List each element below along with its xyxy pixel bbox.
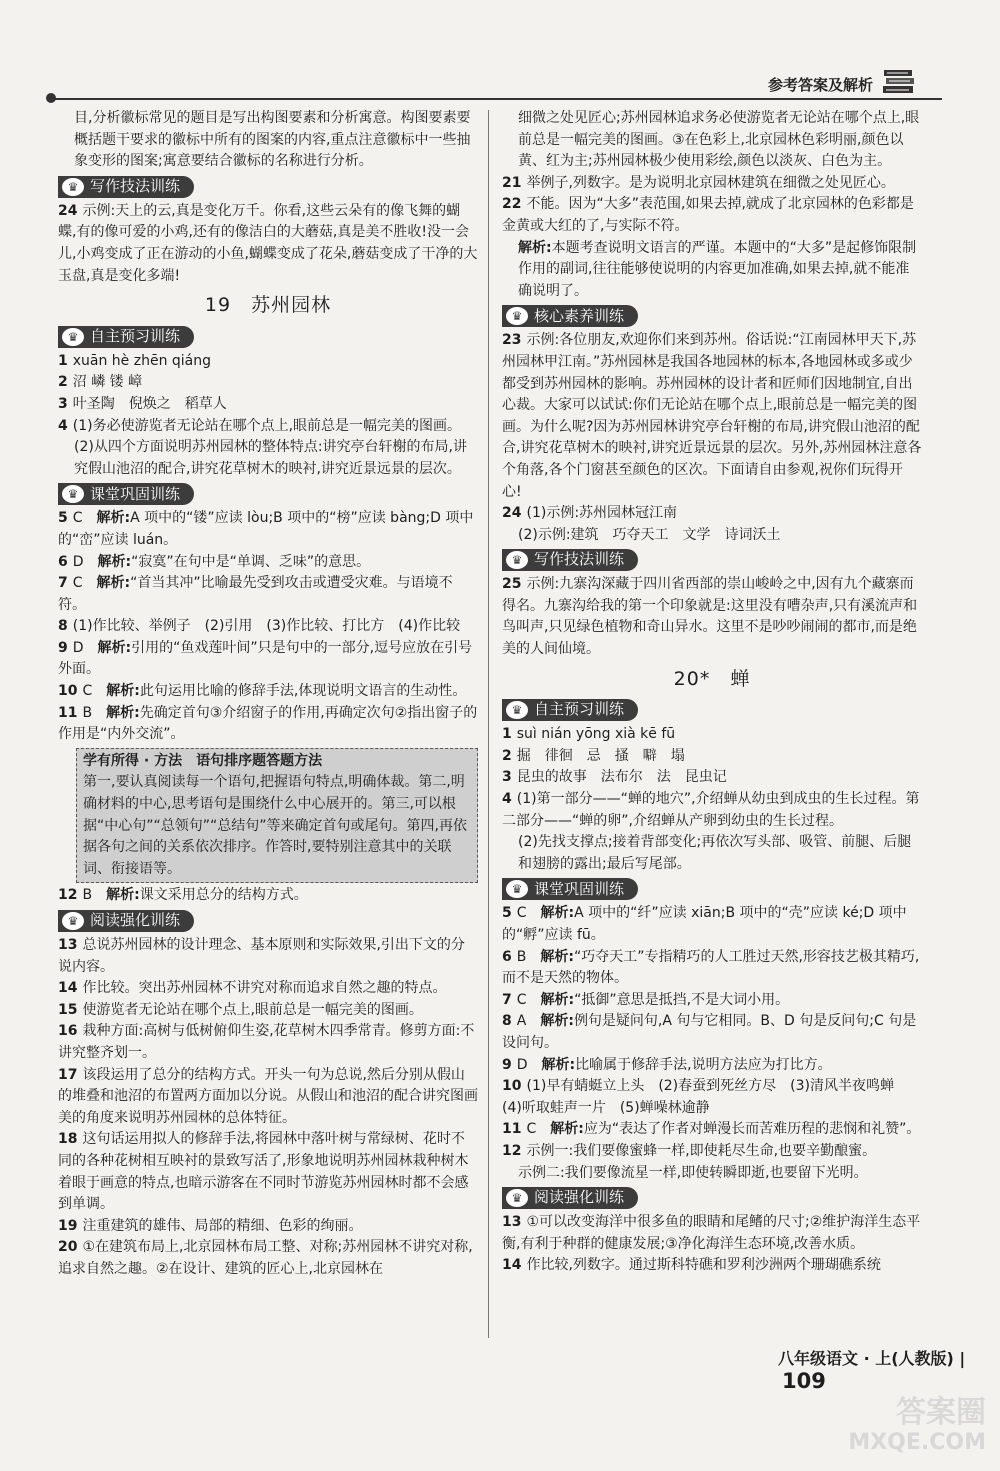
- answer-5: 5 C 解析:A 项中的“镂”应读 lòu;B 项中的“榜”应读 bàng;D 项中的“峦”应读 luán。: [58, 510, 474, 548]
- answer-1: 1 suì nián yōng xià kē fū: [502, 726, 676, 743]
- crown-icon: ♛: [62, 912, 84, 930]
- crown-icon: ♛: [506, 701, 528, 719]
- right-column: [502, 108, 922, 1277]
- watermark-line2: MXQE.COM: [848, 1430, 986, 1455]
- answer-22: 22 不能。因为“大多”表范围,如果去掉,就成了北京园林的色彩都是金黄或大红的了,与实际不符。: [502, 196, 914, 234]
- answer-6: 6 B 解析:“巧夺天工”专指精巧的人工胜过天然,形容技艺极其精巧,而不是天然的物体。: [502, 948, 920, 987]
- answer-9: 9 D 解析:比喻属于修辞手法,说明方法应为打比方。: [502, 1056, 832, 1073]
- section-preview-2: ♛ 自主预习训练: [502, 699, 638, 721]
- header-title: 参考答案及解析: [768, 76, 874, 94]
- answer-17: 17 该段运用了总分的结构方式。开头一句为总说,然后分别从假山的堆叠和池沼的布置两方面加以分说。从假山和池沼的配合讲究图画美的角度来说明苏州园林的总体特征。: [58, 1066, 478, 1126]
- section-preview: ♛ 自主预习训练: [58, 326, 194, 348]
- answer-11: 11 B 解析:先确定首句③介绍窗子的作用,再确定次句②指出窗子的作用是“内外交流”。: [58, 704, 478, 743]
- answer-13: 13 总说苏州园林的设计理念、基本原则和实际效果,引出下文的分说内容。: [58, 937, 465, 975]
- answer-10: 10 (1)早有蜻蜓立上头 (2)春蚕到死丝方尽 (3)清风半夜鸣蝉 (4)听取蛙声一片 (5)蝉噪林逾静: [502, 1078, 908, 1116]
- lesson-title-19: 19 苏州园林: [204, 294, 332, 317]
- answer-20: 20 ①在建筑布局上,北京园林布局工整、对称;苏州园林不讲究对称,追求自然之趣。②在设计、建筑的匠心上,北京园林在: [58, 1239, 473, 1277]
- answer-12: 12 示例一:我们要像蜜蜂一样,即使耗尽生命,也要辛勤酿蜜。: [502, 1142, 877, 1159]
- section-reading-2: ♛ 阅读强化训练: [502, 1187, 638, 1209]
- answer-3: 3 昆虫的故事 法布尔 法 昆虫记: [502, 769, 727, 786]
- watermark-line1: 答案圈: [896, 1395, 986, 1430]
- section-reading: ♛ 阅读强化训练: [58, 910, 194, 932]
- answer-24: 24 (1)示例:苏州园林冠江南: [502, 505, 678, 522]
- answer-24: 24 示例:天上的云,真是变化万千。你看,这些云朵有的像飞舞的蝴蝶,有的像可爱的小鸡,还有的像洁白的大蘑菇,真是美不胜收!没一会儿,小鸡变成了正在游动的小鱼,蝴蝶变成了花朵,蘑菇变成了干净的大玉盘,真是变化多端!: [58, 202, 478, 284]
- crown-icon: ♛: [62, 485, 84, 503]
- crown-icon: ♛: [62, 178, 84, 196]
- section-class-2: ♛ 课堂巩固训练: [502, 878, 638, 900]
- answer-21: 21 举例子,列数字。是为说明北京园林建筑在细微之处见匠心。: [502, 174, 895, 191]
- answer-3: 3 叶圣陶 倪焕之 稻草人: [58, 395, 227, 412]
- answer-16: 16 栽种方面:高树与低树俯仰生姿,花草树木四季常青。修剪方面:不讲究整齐划一。: [58, 1023, 475, 1061]
- answer-9: 9 D 解析:引用的“鱼戏莲叶间”只是句中的一部分,逗号应放在引号外面。: [58, 639, 473, 678]
- answer-12: 12 B 解析:课文采用总分的结构方式。: [58, 887, 308, 904]
- answer-24-part2: (2)示例:建筑 巧夺天工 文学 诗词沃土: [518, 526, 781, 543]
- books-icon: [882, 66, 916, 98]
- answer-1: 1 xuān hè zhēn qiáng: [58, 352, 212, 369]
- answer-7: 7 C 解析:“首当其冲”比喻最先受到攻击或遭受灾难。与语境不符。: [58, 575, 453, 613]
- watermark: [818, 1395, 986, 1458]
- answer-4-part2: (2)先找支撑点;接着背部变化;再依次写头部、吸管、前腿、后腿和翅膀的露出;最后写尾部。: [518, 834, 912, 872]
- answer-12-part2: 示例二:我们要像流星一样,即使转瞬即逝,也要留下光明。: [518, 1164, 868, 1181]
- answer-10: 10 C 解析:此句运用比喻的修辞手法,体现说明文语言的生动性。: [58, 683, 467, 700]
- answer-11: 11 C 解析:应为“表达了作者对蝉漫长而苦难历程的悲悯和礼赞”。: [502, 1121, 921, 1138]
- answer-8: 8 (1)作比较、举例子 (2)引用 (3)作比较、打比方 (4)作比较: [58, 618, 461, 635]
- footer-label: 八年级语文 · 上(人教版): [778, 1349, 954, 1368]
- answer-14: 14 作比较。突出苏州园林不讲究对称而追求自然之趣的特点。: [58, 980, 447, 997]
- crown-icon: ♛: [506, 307, 528, 325]
- answer-6: 6 D 解析:“寂寞”在句中是“单调、乏味”的意思。: [58, 553, 371, 570]
- section-writing: ♛ 写作技法训练: [58, 176, 194, 198]
- intro-text: 目,分析徽标常见的题目是写出构图要素和分析寓意。构图要素要概括题干要求的徽标中所有的图案的内容,重点注意徽标中一些抽象变形的图案;寓意要结合徽标的名称进行分析。: [74, 110, 471, 170]
- answer-19: 19 注重建筑的雄伟、局部的精细、色彩的绚丽。: [58, 1217, 363, 1234]
- answer-23: 23 示例:各位朋友,欢迎你们来到苏州。俗话说:“江南园林甲天下,苏州园林甲江南。”苏州园林是我国各地园林的标本,各地园林或多或少都受到苏州园林的影响。苏州园林的设计者和匠师们因地制宜,自出心裁。大家可以试试:你们无论站在哪个点上,眼前总是一幅完美的图画。为什么呢?因为苏州园林讲究亭台轩榭的布局,讲究假山池沼的配合,讲究花草树木的映衬,讲究近景远景的层次。另外,苏州园林注意各个角落,各个门窗甚至颜色的区次。下面请自由参观,祝你们玩得开心!: [502, 332, 922, 500]
- answer-13: 13 ①可以改变海洋中很多鱼的眼睛和尾鳍的尺寸;②维护海洋生态平衡,有利于种群的健康发展;③净化海洋生态环境,改善水质。: [502, 1214, 921, 1252]
- answer-2: 2 掘 徘徊 忌 搔 噼 塌: [502, 747, 685, 764]
- crown-icon: ♛: [62, 328, 84, 346]
- method-box-body: 第一,要认真阅读每一个语句,把握语句特点,明确体裁。第二,明确材料的中心,思考语句是围绕什么中心展开的。第三,可以根据“中心句”“总领句”“总结句”等来确定首句或尾句。第四,再依据各句之间的关系依次排序。作答时,要特别注意其中的关联词、衔接语等。: [83, 774, 467, 877]
- section-writing-2: ♛ 写作技法训练: [502, 549, 638, 571]
- answer-18: 18 这句话运用拟人的修辞手法,将园林中落叶树与常绿树、花时不同的各种花树相互映衬的景致写活了,形象地说明苏州园林栽种树木着眼于画意的特点,也暗示游客在不同时节游览苏州园林时都不会感到单调。: [58, 1131, 469, 1213]
- answer-14: 14 作比较,列数字。通过斯科特礁和罗利沙洲两个珊瑚礁系统: [502, 1257, 881, 1274]
- page-number: 109: [782, 1369, 826, 1393]
- column-divider: [488, 110, 489, 1338]
- left-column: [58, 108, 478, 1281]
- crown-icon: ♛: [506, 551, 528, 569]
- answer-20-continued: 细微之处见匠心;苏州园林追求务必使游览者无论站在哪个点上,眼前总是一幅完美的图画。③在色彩上,北京园林色彩明丽,颜色以黄、红为主;苏州园林极少使用彩绘,颜色以淡灰、白色为主。: [518, 110, 920, 170]
- section-core: ♛ 核心素养训练: [502, 305, 638, 327]
- answer-2: 2 沼 嶙 镂 嶂: [58, 374, 143, 391]
- answer-22-explanation: 解析:本题考查说明文语言的严谨。本题中的“大多”是起修饰限制作用的副词,往往能够使说明的内容更加准确,如果去掉,就不能准确说明了。: [518, 239, 917, 299]
- section-class: ♛ 课堂巩固训练: [58, 483, 194, 505]
- answer-25: 25 示例:九寨沟深藏于四川省西部的崇山峻岭之中,因有九个藏寨而得名。九寨沟给我的第一个印象就是:这里没有嘈杂声,只有溪流声和鸟叫声,只见绿色植物和奇山异水。这里不是吵吵闹闹的都市,而是绝美的人间仙境。: [502, 576, 918, 658]
- method-box-head: 学有所得 · 方法 语句排序题答题方法: [83, 752, 323, 769]
- page-footer: 八年级语文 · 上(人教版) | 109: [778, 1349, 966, 1393]
- lesson-title-20: 20* 蝉: [673, 667, 751, 690]
- answer-7: 7 C 解析:“抵御”意思是抵挡,不是大词小用。: [502, 991, 790, 1008]
- answer-4: 4 (1)第一部分——“蝉的地穴”,介绍蝉从幼虫到成虫的生长过程。第二部分——“蝉的卵”,介绍蝉从产卵到幼虫的生长过程。: [502, 791, 920, 829]
- crown-icon: ♛: [506, 1189, 528, 1207]
- method-box: [76, 748, 478, 884]
- answer-5: 5 C 解析:A 项中的“纤”应读 xiān;B 项中的“壳”应读 ké;D 项中的“孵”应读 fū。: [502, 905, 907, 943]
- answer-8: 8 A 解析:例句是疑问句,A 句与它相同。B、D 句是反问句;C 句是设问句。: [502, 1013, 917, 1051]
- answer-15: 15 使游览者无论站在哪个点上,眼前总是一幅完美的图画。: [58, 1001, 423, 1018]
- answer-4-part2: (2)从四个方面说明苏州园林的整体特点:讲究亭台轩榭的布局,讲究假山池沼的配合,讲究花草树木的映衬,讲究近景远景的层次。: [74, 439, 467, 477]
- header-rule: [52, 98, 942, 100]
- crown-icon: ♛: [506, 880, 528, 898]
- answer-4: 4 (1)务必使游览者无论站在哪个点上,眼前总是一幅完美的图画。: [58, 417, 462, 434]
